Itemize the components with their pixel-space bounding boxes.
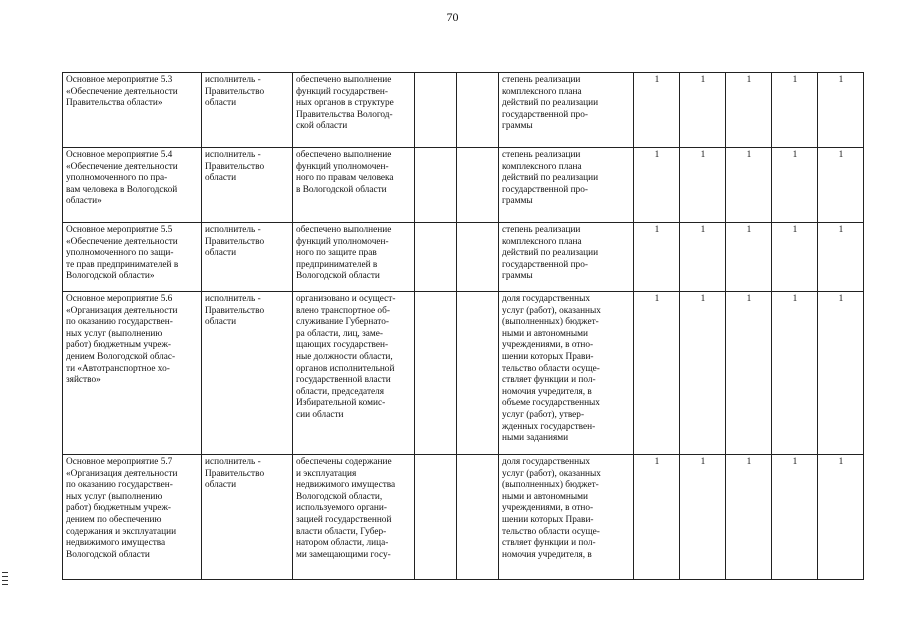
value-cell: 1 <box>726 73 772 148</box>
empty-cell <box>457 292 499 455</box>
executor-cell: исполнитель - Правительство области <box>202 292 293 455</box>
measure-name-cell: Основное мероприятие 5.6 «Организация деятельности по оказанию государствен- ных услуг (выполнению работ) бюджетным учреж- дением Вологодской облас- ти «Автотранспортное хо- зяйство» <box>63 292 202 455</box>
executor-cell: исполнитель - Правительство области <box>202 73 293 148</box>
value-cell: 1 <box>634 223 680 292</box>
value-cell: 1 <box>818 223 864 292</box>
indicator-cell: степень реализации комплексного плана действий по реализации государственной про- граммы <box>499 223 634 292</box>
indicator-cell: доля государственных услуг (работ), оказанных (выполненных) бюджет- ными и автономными учреждениями, в отно- шении которых Прави- тельство области осуще- ствляет функции и пол- номочия учредителя, в объеме государственных услуг (работ), утвер- жденных государствен- ными заданиями <box>499 292 634 455</box>
value-cell: 1 <box>680 455 726 580</box>
empty-cell <box>415 73 457 148</box>
executor-cell: исполнитель - Правительство области <box>202 223 293 292</box>
measure-name-cell: Основное мероприятие 5.4 «Обеспечение деятельности уполномоченного по пра- вам человека в Вологодской области» <box>63 148 202 223</box>
program-table <box>62 72 864 580</box>
measure-name-cell: Основное мероприятие 5.7 «Организация деятельности по оказанию государствен- ных услуг (выполнению работ) бюджетным учреж- дением по обеспечению содержания и эксплуатации недвижимого имущества Вологодской области <box>63 455 202 580</box>
value-cell: 1 <box>818 148 864 223</box>
result-cell: обеспечено выполнение функций государствен- ных органов в структуре Правительства Вологод- ской области <box>293 73 415 148</box>
empty-cell <box>457 223 499 292</box>
indicator-cell: степень реализации комплексного плана действий по реализации государственной про- граммы <box>499 148 634 223</box>
value-cell: 1 <box>772 292 818 455</box>
indicator-cell: степень реализации комплексного плана действий по реализации государственной про- граммы <box>499 73 634 148</box>
value-cell: 1 <box>726 223 772 292</box>
value-cell: 1 <box>680 73 726 148</box>
empty-cell <box>415 455 457 580</box>
result-cell: обеспечено выполнение функций уполномочен- ного по защите прав предпринимателей в Вологодской области <box>293 223 415 292</box>
value-cell: 1 <box>634 73 680 148</box>
empty-cell <box>415 223 457 292</box>
value-cell: 1 <box>680 292 726 455</box>
result-cell: организовано и осущест- влено транспортное об- служивание Губернато- ра области, лиц, заме- щающих государствен- ные должности области, органов исполнительной государственной власти области, председателя Избирательной комис- сии области <box>293 292 415 455</box>
table-row <box>63 292 864 455</box>
value-cell: 1 <box>818 73 864 148</box>
value-cell: 1 <box>726 292 772 455</box>
value-cell: 1 <box>680 223 726 292</box>
indicator-cell: доля государственных услуг (работ), оказанных (выполненных) бюджет- ными и автономными учреждениями, в отно- шении которых Прави- тельство области осуще- ствляет функции и пол- номочия учредителя, в <box>499 455 634 580</box>
value-cell: 1 <box>634 455 680 580</box>
value-cell: 1 <box>726 455 772 580</box>
value-cell: 1 <box>772 148 818 223</box>
executor-cell: исполнитель - Правительство области <box>202 148 293 223</box>
value-cell: 1 <box>772 455 818 580</box>
table-row <box>63 148 864 223</box>
table-row <box>63 73 864 148</box>
value-cell: 1 <box>634 292 680 455</box>
value-cell: 1 <box>634 148 680 223</box>
page-number: 70 <box>446 10 459 24</box>
table-row <box>63 223 864 292</box>
value-cell: 1 <box>772 223 818 292</box>
result-cell: обеспечены содержание и эксплуатация недвижимого имущества Вологодской области, используемого органи- зацией государственной власти области, Губер- натором области, лица- ми замещающими госу- <box>293 455 415 580</box>
value-cell: 1 <box>818 455 864 580</box>
value-cell: 1 <box>726 148 772 223</box>
empty-cell <box>457 148 499 223</box>
empty-cell <box>457 455 499 580</box>
value-cell: 1 <box>772 73 818 148</box>
executor-cell: исполнитель - Правительство области <box>202 455 293 580</box>
empty-cell <box>457 73 499 148</box>
value-cell: 1 <box>680 148 726 223</box>
value-cell: 1 <box>818 292 864 455</box>
measure-name-cell: Основное мероприятие 5.3 «Обеспечение деятельности Правительства области» <box>63 73 202 148</box>
result-cell: обеспечено выполнение функций уполномочен- ного по правам человека в Вологодской области <box>293 148 415 223</box>
empty-cell <box>415 148 457 223</box>
measure-name-cell: Основное мероприятие 5.5 «Обеспечение деятельности уполномоченного по защи- те прав предпринимателей в Вологодской области» <box>63 223 202 292</box>
table-row <box>63 455 864 580</box>
empty-cell <box>415 292 457 455</box>
